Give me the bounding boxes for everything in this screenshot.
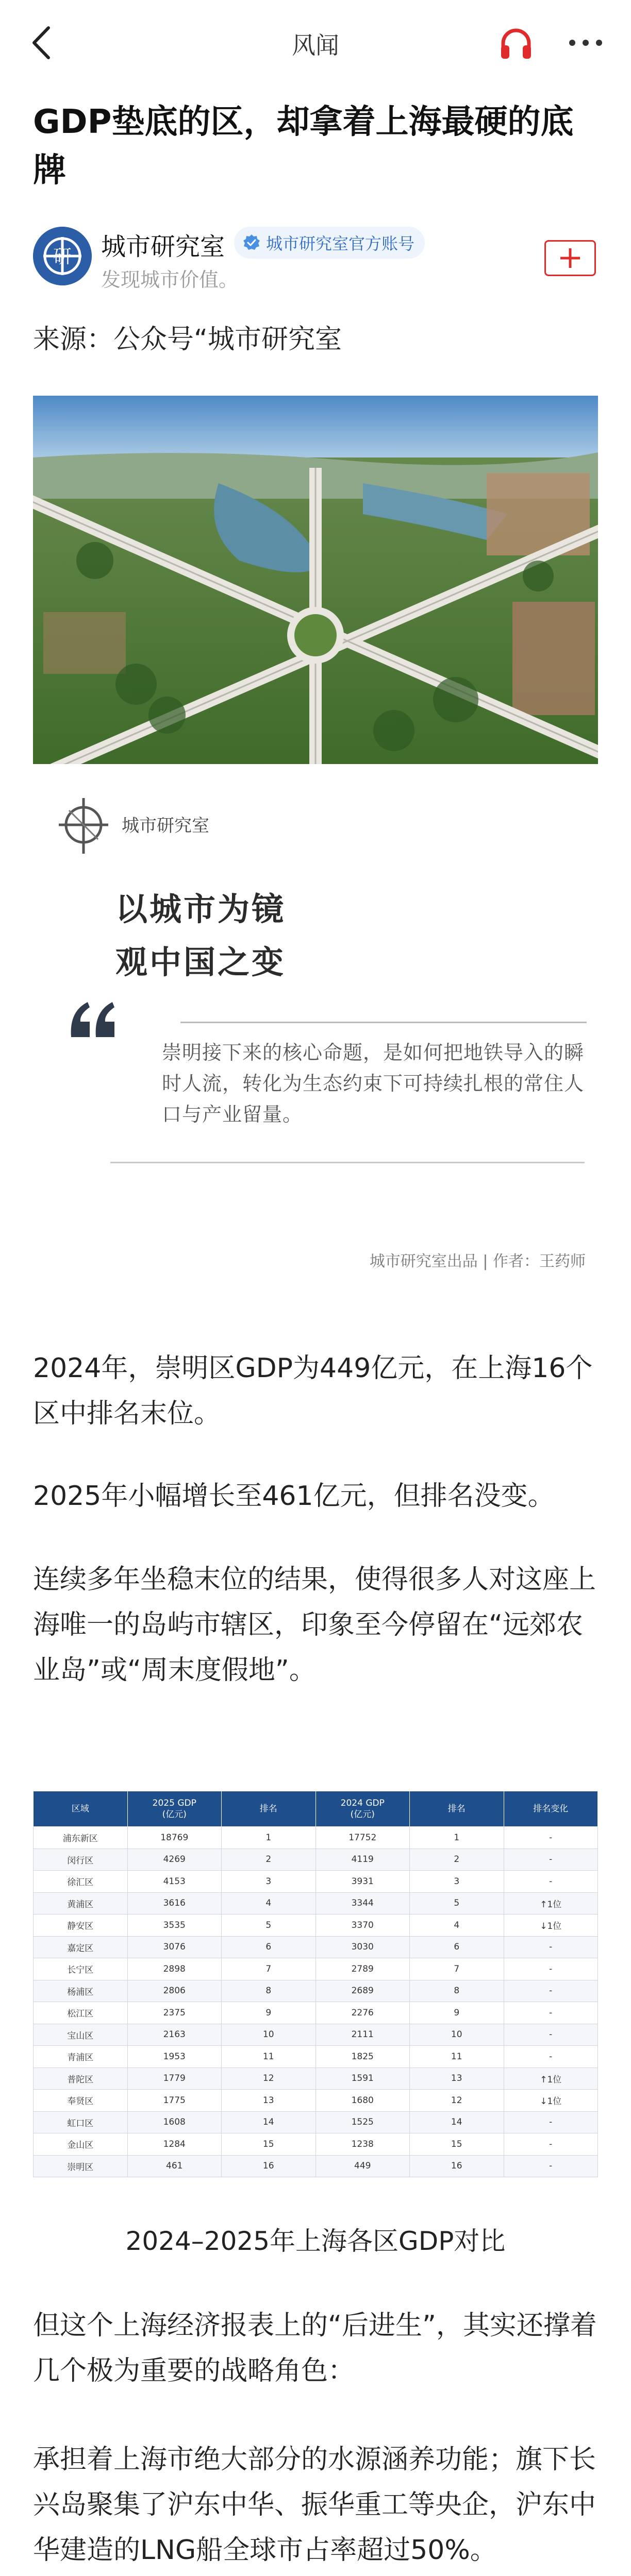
table-cell: 宝山区 [34, 2024, 128, 2046]
table-cell: 4119 [315, 1849, 410, 1871]
table-cell: 1525 [315, 2111, 410, 2133]
table-cell: 449 [315, 2155, 410, 2177]
table-row [34, 1849, 598, 1871]
table-cell: - [504, 2133, 598, 2156]
follow-button[interactable] [544, 240, 596, 276]
table-cell: 黄浦区 [34, 1892, 128, 1914]
table-cell: 13 [222, 2090, 316, 2112]
table-cell: 8 [222, 1980, 316, 2002]
table-cell: 4 [222, 1892, 316, 1914]
table-cell: - [504, 1936, 598, 1958]
table-caption: 2024–2025年上海各区GDP对比 [125, 2226, 506, 2256]
table-row [34, 1871, 598, 1893]
table-cell: 3030 [315, 1936, 410, 1958]
table-cell: 1238 [315, 2133, 410, 2156]
table-cell: 徐汇区 [34, 1871, 128, 1893]
quote-bottom-line [110, 1162, 585, 1163]
quote-text: 崇明接下来的核心命题，是如何把地铁导入的瞬时人流，转化为生态约束下可持续扎根的常住人口与产业留量。 [162, 1041, 585, 1126]
table-cell: 2806 [127, 1980, 222, 2002]
paragraph-1: 2024年，崇明区GDP为449亿元，在上海16个区中排名末位。 [33, 1353, 593, 1429]
table-cell: 2111 [315, 2024, 410, 2046]
table-cell: 12 [410, 2090, 504, 2112]
table-cell: 15 [410, 2133, 504, 2156]
table-header-cell: 2024 GDP (亿元) [315, 1791, 410, 1827]
table-row [34, 1914, 598, 1937]
table-cell: 嘉定区 [34, 1936, 128, 1958]
table-row [34, 2111, 598, 2133]
paragraph-2: 2025年小幅增长至461亿元，但排名没变。 [33, 1481, 555, 1512]
verified-icon [242, 233, 261, 252]
source-line: 来源：公众号“城市研究室 [33, 324, 342, 355]
table-cell: 9 [410, 2002, 504, 2024]
table-row [34, 1980, 598, 2002]
table-cell: 崇明区 [34, 2155, 128, 2177]
table-cell: 14 [410, 2111, 504, 2133]
table-cell: 1 [222, 1827, 316, 1849]
table-cell: 9 [222, 2002, 316, 2024]
table-cell: 3076 [127, 1936, 222, 1958]
table-cell: 2689 [315, 1980, 410, 2002]
gdp-table [33, 1791, 598, 2194]
table-cell: - [504, 1980, 598, 2002]
table-cell: 14 [222, 2111, 316, 2133]
table-cell: 1775 [127, 2090, 222, 2112]
table-header-cell: 排名 [410, 1791, 504, 1827]
table-cell: 10 [410, 2024, 504, 2046]
nav-title: 风闻 [292, 31, 339, 59]
table-cell: 461 [127, 2155, 222, 2177]
table-cell: 5 [222, 1914, 316, 1937]
table-cell: 7 [410, 1958, 504, 1980]
table-cell: ↑1位 [504, 1892, 598, 1914]
table-cell: 金山区 [34, 2133, 128, 2156]
table-cell: 8 [410, 1980, 504, 2002]
table-cell: 2163 [127, 2024, 222, 2046]
table-cell: 1591 [315, 2067, 410, 2090]
table-cell: 2898 [127, 1958, 222, 1980]
table-cell: 2276 [315, 2002, 410, 2024]
svg-text:研: 研 [53, 246, 72, 267]
table-cell: 奉贤区 [34, 2090, 128, 2112]
brand-logo-icon [54, 795, 110, 857]
table-cell: 7 [222, 1958, 316, 1980]
table-row [34, 2155, 598, 2177]
table-cell: 松江区 [34, 2002, 128, 2024]
table-cell: 17752 [315, 1827, 410, 1849]
table-cell: 1284 [127, 2133, 222, 2156]
table-cell: 虹口区 [34, 2111, 128, 2133]
table-row [34, 2002, 598, 2024]
table-cell: - [504, 1871, 598, 1893]
table-cell: - [504, 1958, 598, 1980]
author-avatar[interactable] [33, 227, 92, 285]
table-cell: 4153 [127, 1871, 222, 1893]
table-cell: 5 [410, 1892, 504, 1914]
author-name[interactable]: 城市研究室 [101, 232, 225, 261]
brand-credit: 城市研究室出品 | 作者：王药师 [369, 1252, 586, 1270]
table-cell: 4269 [127, 1849, 222, 1871]
table-cell: - [504, 1849, 598, 1871]
table-cell: 3344 [315, 1892, 410, 1914]
table-cell: 3370 [315, 1914, 410, 1937]
table-cell: - [504, 2002, 598, 2024]
table-cell: 2375 [127, 2002, 222, 2024]
table-cell: 3 [410, 1871, 504, 1893]
table-cell: 15 [222, 2133, 316, 2156]
headphones-icon[interactable] [498, 26, 534, 62]
quote-divider [180, 1022, 587, 1023]
table-row [34, 2133, 598, 2156]
table-cell: 青浦区 [34, 2046, 128, 2068]
article-title: GDP垫底的区，却拿着上海最硬的底牌 [33, 103, 574, 190]
table-cell: 2 [222, 1849, 316, 1871]
table-cell: 13 [410, 2067, 504, 2090]
table-cell: - [504, 2046, 598, 2068]
table-row [34, 1936, 598, 1958]
table-row [34, 1958, 598, 1980]
table-header-cell: 区域 [34, 1791, 128, 1827]
brand-name: 城市研究室 [122, 816, 209, 836]
table-cell: 6 [222, 1936, 316, 1958]
quote-mark-icon [67, 996, 119, 1042]
table-cell: 3931 [315, 1871, 410, 1893]
table-cell: - [504, 2024, 598, 2046]
table-cell: - [504, 1827, 598, 1849]
paragraph-4: 但这个上海经济报表上的“后进生”，其实还撑着几个极为重要的战略角色： [33, 2310, 597, 2386]
table-row [34, 2067, 598, 2090]
table-cell: 4 [410, 1914, 504, 1937]
table-cell: 1680 [315, 2090, 410, 2112]
table-cell: 6 [410, 1936, 504, 1958]
table-cell: 1779 [127, 2067, 222, 2090]
table-cell: 2 [410, 1849, 504, 1871]
table-cell: 3 [222, 1871, 316, 1893]
table-cell: 1 [410, 1827, 504, 1849]
aerial-photo [33, 396, 598, 764]
table-cell: - [504, 2111, 598, 2133]
verified-badge [234, 227, 425, 259]
table-cell: 普陀区 [34, 2067, 128, 2090]
table-cell: 1953 [127, 2046, 222, 2068]
table-cell: 12 [222, 2067, 316, 2090]
table-cell: 10 [222, 2024, 316, 2046]
verified-badge-label: 城市研究室官方账号 [266, 234, 415, 253]
table-cell: 18769 [127, 1827, 222, 1849]
table-row [34, 2090, 598, 2112]
table-cell: 11 [410, 2046, 504, 2068]
table-header-row [34, 1791, 598, 1827]
table-cell: 3616 [127, 1892, 222, 1914]
table-cell: 闵行区 [34, 1849, 128, 1871]
slogan-line-1: 以城市为镜 [115, 890, 286, 928]
top-bar [0, 0, 631, 88]
table-cell: ↑1位 [504, 2067, 598, 2090]
table-cell: 3535 [127, 1914, 222, 1937]
table-row [34, 1892, 598, 1914]
table-cell: 16 [222, 2155, 316, 2177]
table-cell: 1825 [315, 2046, 410, 2068]
paragraph-5: 承担着上海市绝大部分的水源涵养功能；旗下长兴岛聚集了沪东中华、振华重工等央企，沪东中华建造的LNG船全球市占率超过50%。 [33, 2444, 596, 2566]
slogan-line-2: 观中国之变 [115, 943, 286, 981]
table-header-cell: 排名 [222, 1791, 316, 1827]
more-icon[interactable] [567, 30, 604, 56]
table-row [34, 1827, 598, 1849]
table-cell: ↓1位 [504, 1914, 598, 1937]
avatar-logo-icon [33, 227, 92, 285]
table-cell: ↓1位 [504, 2090, 598, 2112]
table-cell: - [504, 2155, 598, 2177]
author-description: 发现城市价值。 [101, 268, 239, 291]
brand-card [33, 764, 598, 1295]
table-row [34, 2046, 598, 2068]
table-row [34, 2024, 598, 2046]
table-cell: 浦东新区 [34, 1827, 128, 1849]
table-cell: 长宁区 [34, 1958, 128, 1980]
table-cell: 静安区 [34, 1914, 128, 1937]
table-cell: 11 [222, 2046, 316, 2068]
table-cell: 1608 [127, 2111, 222, 2133]
table-cell: 16 [410, 2155, 504, 2177]
table-header-cell: 排名变化 [504, 1791, 598, 1827]
table-cell: 杨浦区 [34, 1980, 128, 2002]
table-cell: 2789 [315, 1958, 410, 1980]
table-header-cell: 2025 GDP (亿元) [127, 1791, 222, 1827]
paragraph-3: 连续多年坐稳末位的结果，使得很多人对这座上海唯一的岛屿市辖区，印象至今停留在“远郊农业岛”或“周末度假地”。 [33, 1564, 596, 1686]
